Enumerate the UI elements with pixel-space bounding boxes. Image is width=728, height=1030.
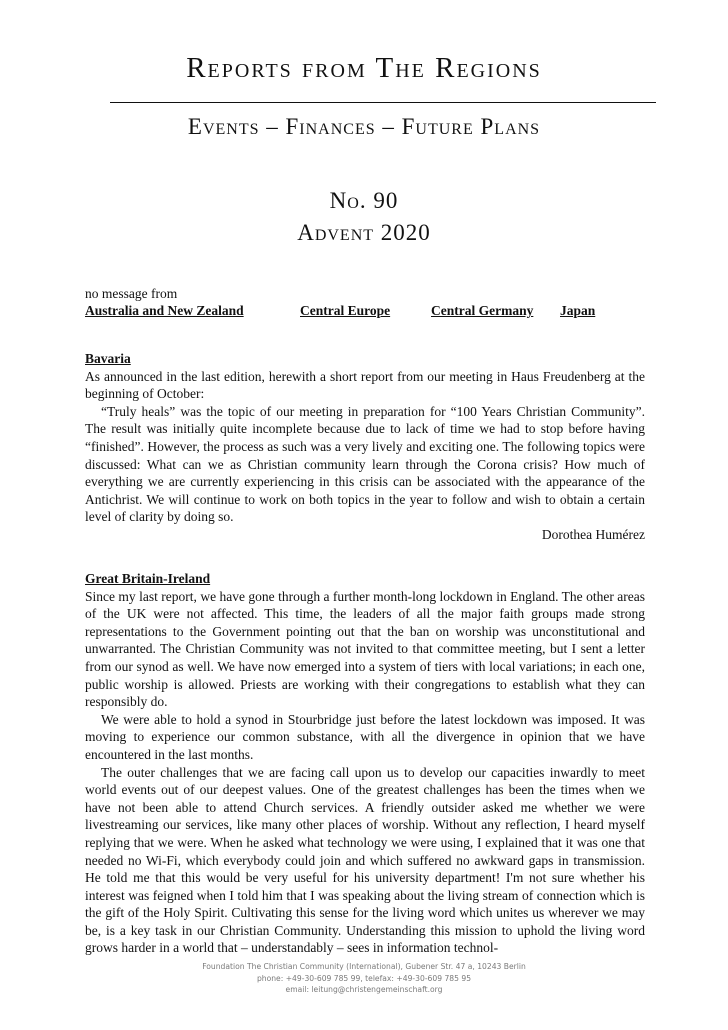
region-central-germany: Central Germany xyxy=(431,303,534,318)
region-central-europe: Central Europe xyxy=(300,303,391,318)
footer-phone: phone: +49-30-609 785 99, telefax: +49-30-609 785 95 xyxy=(256,973,472,983)
issue-season: Advent 2020 xyxy=(297,220,431,245)
paragraph: The outer challenges that we are facing call upon us to develop our capacities inwardly to meet world events out of our deepest values. One of the greatest challenges has been the times when we have not been able to attend Church services. A friendly outsider asked me whether we were livestreaming our services, like many other places of worship. Without any reflection, I heard myself replying that we were. When he asked what technology we were using, I explained that it was one that needed no Wi-Fi, which everybody could join and which suffered no awkward gaps in transmission. He told me that this would be very useful for his university department! I'm not sure whether his interest was feigned when I told him that I was speaking about the living stream of connection which is the gift of the Holy Spirit. Cultivating this sense for the living word which unites us wherever we may be, is a key task in our Christian Community. Understanding this mission to uphold the living word grows harder in a world that – understandably – sees in information technol- xyxy=(85,764,645,956)
masthead-subtitle: Events – Finances – Future Plans xyxy=(187,114,541,139)
footer-address: Foundation The Christian Community (International), Gubener Str. 47 a, 10243 Berlin xyxy=(202,962,526,971)
issue-number: No. 90 xyxy=(329,188,399,213)
masthead-divider xyxy=(110,102,656,103)
section-bavaria xyxy=(85,350,645,544)
paragraph: “Truly heals” was the topic of our meeting in preparation for “100 Years Christian Community”. The result was initially quite incomplete because due to lack of time we had to stop before having “finished”. However, the process as such was a very lively and exciting one. The following topics were discussed: What can we as Christian community learn through the Corona crisis? How much of everything we are currently experiencing in this crisis can be associated with the appearance of the Antichrist. We will continue to work on both topics in the year to follow and wish to obtain a certain level of clarity by doing so. xyxy=(85,403,645,525)
masthead-title: Reports from The Regions xyxy=(186,52,542,84)
no-message-label: no message from xyxy=(85,286,178,301)
signature: Dorothea Humérez xyxy=(541,526,645,542)
footer-email: email: leitung@christengemeinschaft.org xyxy=(285,985,443,994)
section-great-britain-ireland xyxy=(85,570,645,957)
paragraph: Since my last report, we have gone through a further month-long lockdown in England. The other areas of the UK were not affected. This time, the leaders of all the major faith groups made strong representations to the Government pointing out that the ban on worship was unconstitutional and unwarranted. The Christian Community was not invited to that committee meeting, but I sent a letter from our synod as well. We have now emerged into a system of tiers with local variations; in each one, public worship is allowed. Priests are working with their congregations to establish what they can responsibly do. xyxy=(85,588,645,710)
region-japan: Japan xyxy=(560,303,596,318)
paragraph: We were able to hold a synod in Stourbridge just before the latest lockdown was imposed. It was moving to experience our common substance, with all the divergence in opinion that we have encountered in the last months. xyxy=(85,711,645,762)
paragraph: As announced in the last edition, herewith a short report from our meeting in Haus Freudenberg at the beginning of October: xyxy=(85,368,645,402)
no-message-regions xyxy=(0,303,728,321)
page-footer xyxy=(0,961,728,996)
region-australia-new-zealand: Australia and New Zealand xyxy=(85,303,244,318)
section-heading: Great Britain-Ireland xyxy=(85,571,211,586)
section-heading: Bavaria xyxy=(85,351,131,366)
